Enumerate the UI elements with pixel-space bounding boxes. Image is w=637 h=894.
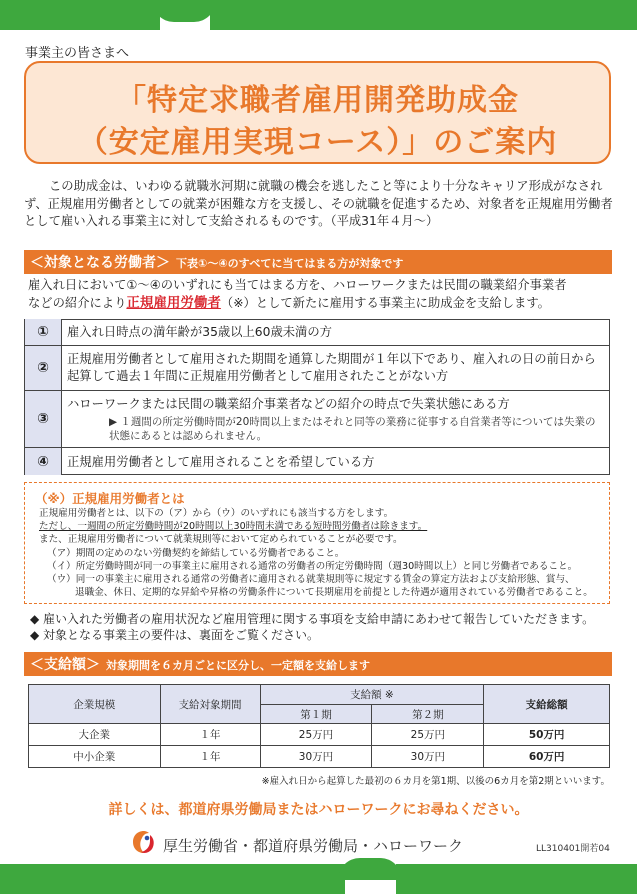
definition-line: （ア）期間の定めのない労働契約を締結している労働者であること。 bbox=[47, 548, 345, 559]
criteria-row bbox=[25, 319, 609, 345]
table-row bbox=[29, 746, 610, 768]
lead-paragraph bbox=[28, 276, 616, 312]
cell-second: 25万円 bbox=[372, 724, 484, 746]
criteria-row bbox=[25, 345, 609, 390]
criteria-text: 正規雇用労働者として雇用された期間を通算した期間が１年以下であり、雇入れの日の前日から起算して過去１年間に正規雇用労働者として雇用されたことがない方 bbox=[67, 352, 596, 383]
cell-total: 50万円 bbox=[484, 724, 610, 746]
header-period: 支給対象期間 bbox=[160, 685, 260, 724]
document-code: LL310401開若04 bbox=[536, 844, 610, 854]
cell-first: 25万円 bbox=[260, 724, 372, 746]
lead-line-2-post: （※）として新たに雇用する事業主に助成金を支給します。 bbox=[220, 296, 550, 310]
cell-first: 30万円 bbox=[260, 746, 372, 768]
header-first-period: 第１期 bbox=[260, 705, 372, 724]
bottom-decorative-band bbox=[0, 858, 637, 894]
table-row bbox=[29, 724, 610, 746]
header-second-period: 第２期 bbox=[372, 705, 484, 724]
payment-table bbox=[28, 684, 610, 768]
bullet-item: ◆ 雇い入れた労働者の雇用状況など雇用管理に関する事項を支給申請にあわせて報告していただきます。 bbox=[30, 612, 595, 626]
cell-scale: 中小企業 bbox=[29, 746, 161, 768]
inquiry-message: 詳しくは、都道府県労働局またはハローワークにお尋ねください。 bbox=[108, 802, 529, 818]
regular-worker-definition-box bbox=[24, 482, 610, 604]
cell-period: １年 bbox=[160, 746, 260, 768]
definition-line: 退職金、休日、定期的な昇給や昇格の労働条件について長期雇用を前提とした待遇が適用されている労働者であること。 bbox=[75, 587, 593, 598]
definition-line: （ウ）同一の事業主に雇用される通常の労働者に適用される就業規則等に規定する賃金の算定方法および支給形態、賞与、 bbox=[47, 574, 575, 585]
title-box bbox=[24, 61, 611, 164]
criteria-number: ① bbox=[25, 319, 62, 345]
header-amount: 支給額 ※ bbox=[260, 685, 484, 705]
criteria-number: ④ bbox=[25, 448, 62, 475]
header-scale: 企業規模 bbox=[29, 685, 161, 724]
criteria-row bbox=[25, 390, 609, 447]
criteria-number: ③ bbox=[25, 391, 62, 447]
section-payment-heading: ＜支給額＞ bbox=[30, 657, 100, 673]
criteria-row bbox=[25, 447, 609, 475]
mhlw-logo-icon bbox=[131, 829, 157, 855]
top-decorative-band bbox=[0, 0, 637, 30]
section-payment-bar bbox=[24, 652, 612, 676]
cell-scale: 大企業 bbox=[29, 724, 161, 746]
definition-line: 正規雇用労働者とは、以下の（ア）から（ウ）のいずれにも該当する方をします。 bbox=[39, 508, 394, 519]
addressee: 事業主の皆さまへ bbox=[25, 46, 130, 61]
footer-organization: 厚生労働省・都道府県労働局・ハローワーク bbox=[163, 837, 464, 855]
criteria-note: ▶ １週間の所定労働時間が20時間以上またはそれと同等の業務に従事する自営業者等については失業の状態にあるとは認められません。 bbox=[109, 416, 596, 442]
section-target-workers-heading: ＜対象となる労働者＞ bbox=[30, 255, 170, 271]
criteria-text: 正規雇用労働者として雇用されることを希望している方 bbox=[67, 455, 375, 469]
definition-line: また、正規雇用労働者について就業規則等において定められていることが必要です。 bbox=[39, 534, 403, 545]
section-payment-subheading: 対象期間を６カ月ごとに区分し、一定額を支給します bbox=[106, 659, 370, 672]
criteria-table bbox=[24, 319, 610, 475]
regular-worker-highlight: 正規雇用労働者 bbox=[126, 295, 221, 311]
criteria-text: 雇入れ日時点の満年齢が35歳以上60歳未満の方 bbox=[67, 325, 332, 339]
criteria-text: ハローワークまたは民間の職業紹介事業者などの紹介の時点で失業状態にある方 bbox=[67, 397, 510, 411]
definition-line: ただし、一週間の所定労働時間が20時間以上30時間未満である短時間労働者は除きます。 bbox=[39, 521, 428, 532]
cell-second: 30万円 bbox=[372, 746, 484, 768]
definition-line: （イ）所定労働時間が同一の事業主に雇用される通常の労働者の所定労働時間（週30時間以上）と同じ労働者であること。 bbox=[47, 561, 578, 572]
section-target-workers-bar bbox=[24, 250, 612, 274]
lead-line-1: 雇入れ日において①～④のいずれにも当てはまる方を、ハローワークまたは民間の職業紹介事業者 bbox=[28, 278, 567, 292]
definition-title: （※）正規雇用労働者とは bbox=[35, 491, 185, 506]
payment-footnote: ※雇入れ日から起算した最初の６カ月を第1期、以後の6カ月を第2期といいます。 bbox=[261, 776, 610, 787]
title-line-2: （安定雇用実現コース）」のご案内 bbox=[77, 125, 558, 160]
title-line-1: 「特定求職者雇用開発助成金 bbox=[116, 83, 519, 118]
cell-period: １年 bbox=[160, 724, 260, 746]
section-target-workers-subheading: 下表①～④のすべてに当てはまる方が対象です bbox=[176, 257, 404, 270]
intro-paragraph: この助成金は、いわゆる就職氷河期に就職の機会を逃したこと等により十分なキャリア形成がなされず、正規雇用労働者としての就業が困難な方を支援し、その就職を促進するため、対象者を正規雇用労働者として雇い入れる事業主に対して支給されるものです。（平成31年４月～） bbox=[24, 179, 613, 228]
criteria-number: ② bbox=[25, 346, 62, 390]
cell-total: 60万円 bbox=[484, 746, 610, 768]
header-total: 支給総額 bbox=[484, 685, 610, 724]
bullet-item: ◆ 対象となる事業主の要件は、裏面をご覧ください。 bbox=[30, 628, 320, 642]
lead-line-2 bbox=[28, 294, 616, 312]
lead-line-2-pre: などの紹介により bbox=[28, 296, 127, 310]
